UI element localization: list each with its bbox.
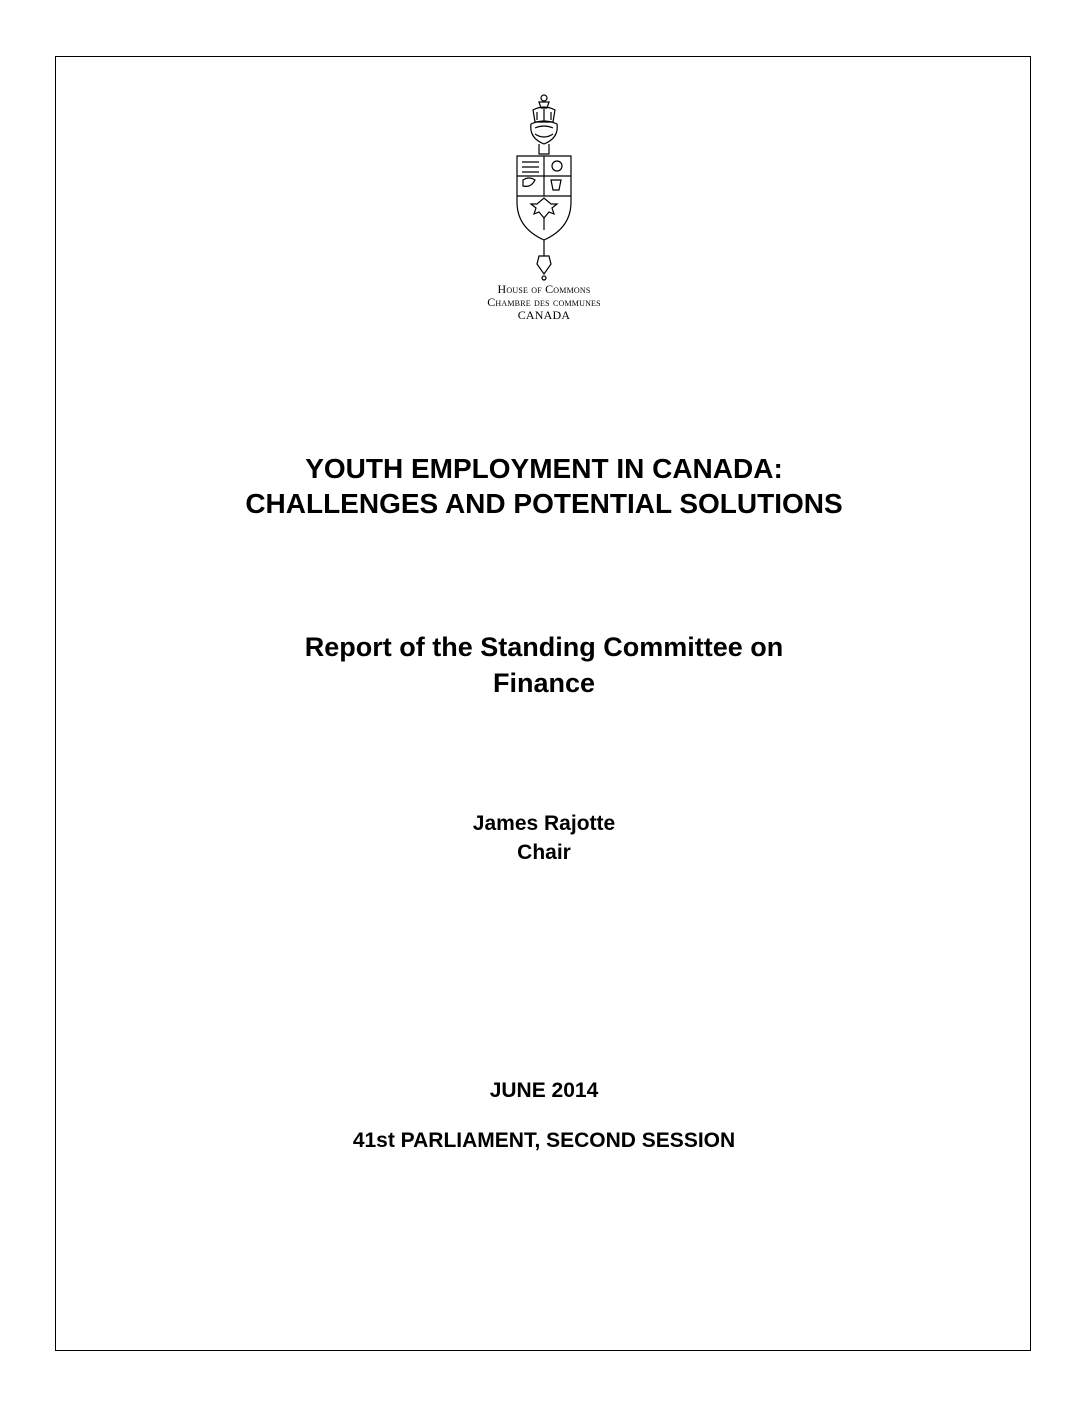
- report-subtitle-line-2: Finance: [492, 668, 596, 698]
- report-title-line-2: CHALLENGES AND POTENTIAL SOLUTIONS: [245, 488, 843, 519]
- report-subtitle-line-1: Report of the Standing Committee on: [304, 632, 784, 662]
- report-title-line-1: YOUTH EMPLOYMENT IN CANADA:: [305, 453, 783, 484]
- house-line-french: Chambre des communes: [487, 295, 601, 309]
- report-subtitle: [0, 629, 1088, 701]
- house-line-english: House of Commons: [497, 282, 591, 296]
- chair-name: James Rajotte: [472, 812, 616, 835]
- report-date: JUNE 2014: [489, 1079, 599, 1102]
- chair-role: Chair: [517, 841, 571, 864]
- parliament-session: 41st PARLIAMENT, SECOND SESSION: [352, 1129, 736, 1152]
- chair-block: [0, 809, 1088, 867]
- house-of-commons-label: [0, 283, 1088, 322]
- report-title: [0, 451, 1088, 521]
- crest: [0, 92, 1088, 282]
- house-line-country: CANADA: [517, 308, 571, 322]
- house-of-commons-crest-icon: [509, 92, 579, 282]
